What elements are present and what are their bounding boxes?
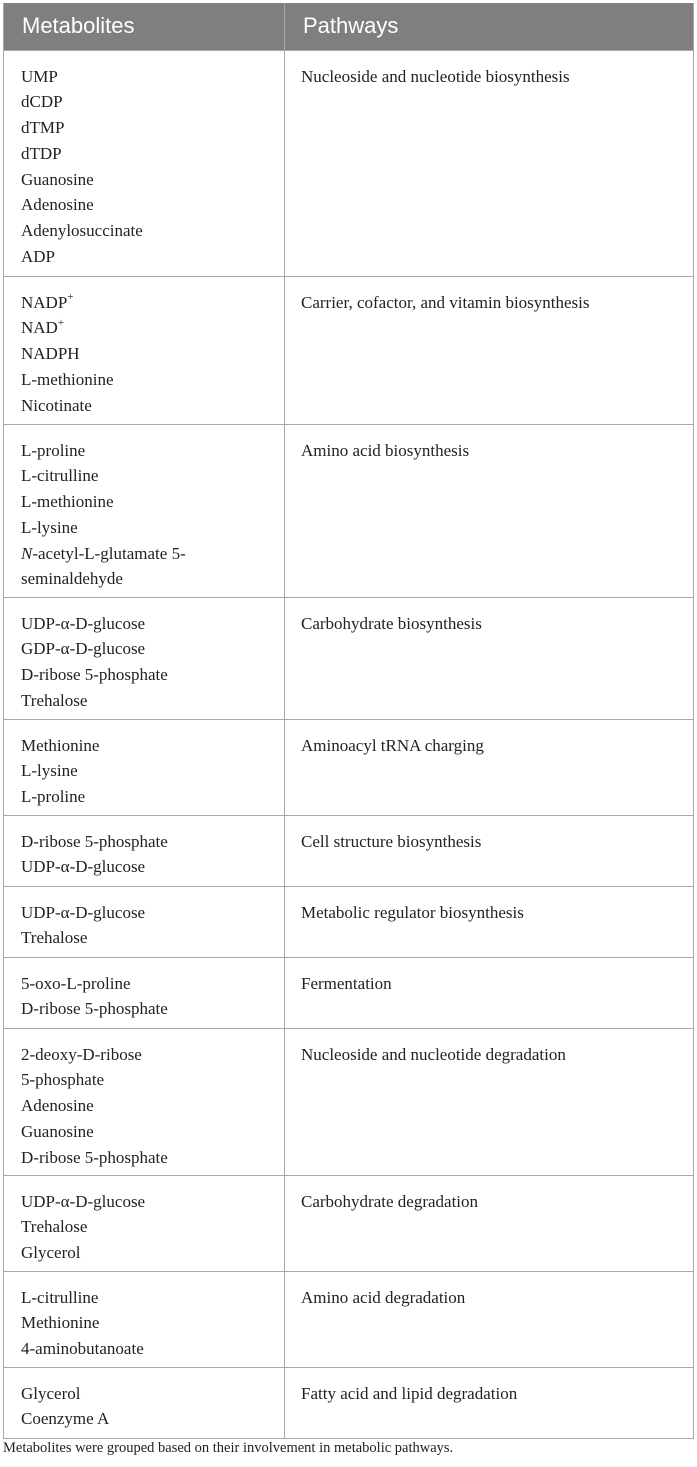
metabolites-cell bbox=[4, 276, 285, 424]
metabolites-cell bbox=[4, 815, 285, 886]
metabolites-cell bbox=[4, 886, 285, 957]
metabolite: L-citrulline bbox=[21, 1287, 99, 1307]
metabolite: L-proline bbox=[21, 440, 86, 460]
metabolite: seminaldehyde bbox=[21, 569, 123, 589]
metabolite: UDP-α-D-glucose bbox=[21, 857, 146, 877]
metabolite: Adenosine bbox=[21, 1096, 94, 1116]
metabolite: UDP-α-D-glucose bbox=[21, 1191, 146, 1211]
metabolite: NAD+ bbox=[21, 316, 65, 338]
pathway-cell: Nucleoside and nucleotide biosynthesis bbox=[285, 50, 694, 276]
pathways-header: Pathways bbox=[285, 3, 694, 50]
metabolite: Methionine bbox=[21, 1313, 100, 1333]
metabolite: UMP bbox=[21, 66, 58, 86]
metabolite: UDP-α-D-glucose bbox=[21, 613, 146, 633]
pathway-cell: Aminoacyl tRNA charging bbox=[285, 719, 694, 815]
metabolites-cell bbox=[4, 719, 285, 815]
metabolite: Nicotinate bbox=[21, 395, 92, 415]
metabolite: 5-phosphate bbox=[21, 1070, 105, 1090]
metabolite: D-ribose 5-phosphate bbox=[21, 1147, 168, 1167]
metabolites-cell bbox=[4, 1271, 285, 1367]
table-row bbox=[4, 1271, 694, 1367]
table-row bbox=[4, 1028, 694, 1175]
metabolite: 4-aminobutanoate bbox=[21, 1339, 144, 1359]
metabolite: Trehalose bbox=[21, 928, 88, 948]
pathway-cell: Carbohydrate degradation bbox=[285, 1175, 694, 1271]
table-row bbox=[4, 815, 694, 886]
pathway-cell: Amino acid degradation bbox=[285, 1271, 694, 1367]
pathway-cell: Metabolic regulator biosynthesis bbox=[285, 886, 694, 957]
metabolites-cell bbox=[4, 1367, 285, 1438]
table-row bbox=[4, 886, 694, 957]
metabolite: D-ribose 5-phosphate bbox=[21, 999, 168, 1019]
metabolite: dCDP bbox=[21, 92, 63, 112]
pathway-cell: Fermentation bbox=[285, 957, 694, 1028]
table-header-row bbox=[4, 3, 694, 50]
metabolite: Guanosine bbox=[21, 1121, 94, 1141]
metabolite: D-ribose 5-phosphate bbox=[21, 665, 168, 685]
metabolite: Methionine bbox=[21, 735, 100, 755]
metabolite: Trehalose bbox=[21, 1217, 88, 1237]
metabolites-cell bbox=[4, 957, 285, 1028]
pathway-cell: Fatty acid and lipid degradation bbox=[285, 1367, 694, 1438]
metabolite: NADPH bbox=[21, 344, 80, 364]
metabolite: D-ribose 5-phosphate bbox=[21, 831, 168, 851]
metabolite: dTMP bbox=[21, 118, 65, 138]
metabolite: L-methionine bbox=[21, 369, 114, 389]
metabolite: L-methionine bbox=[21, 492, 114, 512]
metabolite: Guanosine bbox=[21, 169, 94, 189]
table-row bbox=[4, 424, 694, 597]
metabolite: L-lysine bbox=[21, 761, 78, 781]
table-row bbox=[4, 1367, 694, 1438]
pathway-cell: Carbohydrate biosynthesis bbox=[285, 597, 694, 719]
metabolite: 5-oxo-L-proline bbox=[21, 973, 131, 993]
metabolite: Adenylosuccinate bbox=[21, 221, 143, 241]
pathway-cell: Amino acid biosynthesis bbox=[285, 424, 694, 597]
table-row bbox=[4, 1175, 694, 1271]
metabolite: GDP-α-D-glucose bbox=[21, 639, 146, 659]
metabolites-cell bbox=[4, 1028, 285, 1175]
metabolite: N-acetyl-L-glutamate 5- bbox=[21, 543, 186, 563]
metabolites-cell bbox=[4, 50, 285, 276]
pathway-cell: Nucleoside and nucleotide degradation bbox=[285, 1028, 694, 1175]
metabolites-header: Metabolites bbox=[4, 3, 285, 50]
table-row bbox=[4, 50, 694, 276]
metabolite: NADP+ bbox=[21, 290, 74, 312]
metabolite-pathway-table bbox=[3, 3, 694, 1439]
metabolite: ADP bbox=[21, 247, 56, 267]
metabolite: L-lysine bbox=[21, 517, 78, 537]
metabolite: UDP-α-D-glucose bbox=[21, 902, 146, 922]
metabolites-cell bbox=[4, 1175, 285, 1271]
table-row bbox=[4, 957, 694, 1028]
metabolites-cell bbox=[4, 424, 285, 597]
table-footnote: Metabolites were grouped based on their involvement in metabolic pathways. bbox=[3, 1440, 454, 1456]
metabolite: Glycerol bbox=[21, 1383, 81, 1403]
metabolites-cell bbox=[4, 597, 285, 719]
table-row bbox=[4, 276, 694, 424]
metabolite: Coenzyme A bbox=[21, 1409, 110, 1429]
metabolite: Adenosine bbox=[21, 195, 94, 215]
metabolite: L-proline bbox=[21, 787, 86, 807]
metabolite: dTDP bbox=[21, 143, 62, 163]
table-row bbox=[4, 719, 694, 815]
pathway-cell: Cell structure biosynthesis bbox=[285, 815, 694, 886]
metabolite: Trehalose bbox=[21, 690, 88, 710]
metabolite: Glycerol bbox=[21, 1243, 81, 1263]
table-row bbox=[4, 597, 694, 719]
metabolite: 2-deoxy-D-ribose bbox=[21, 1044, 142, 1064]
pathway-cell: Carrier, cofactor, and vitamin biosynthesis bbox=[285, 276, 694, 424]
metabolite: L-citrulline bbox=[21, 466, 99, 486]
